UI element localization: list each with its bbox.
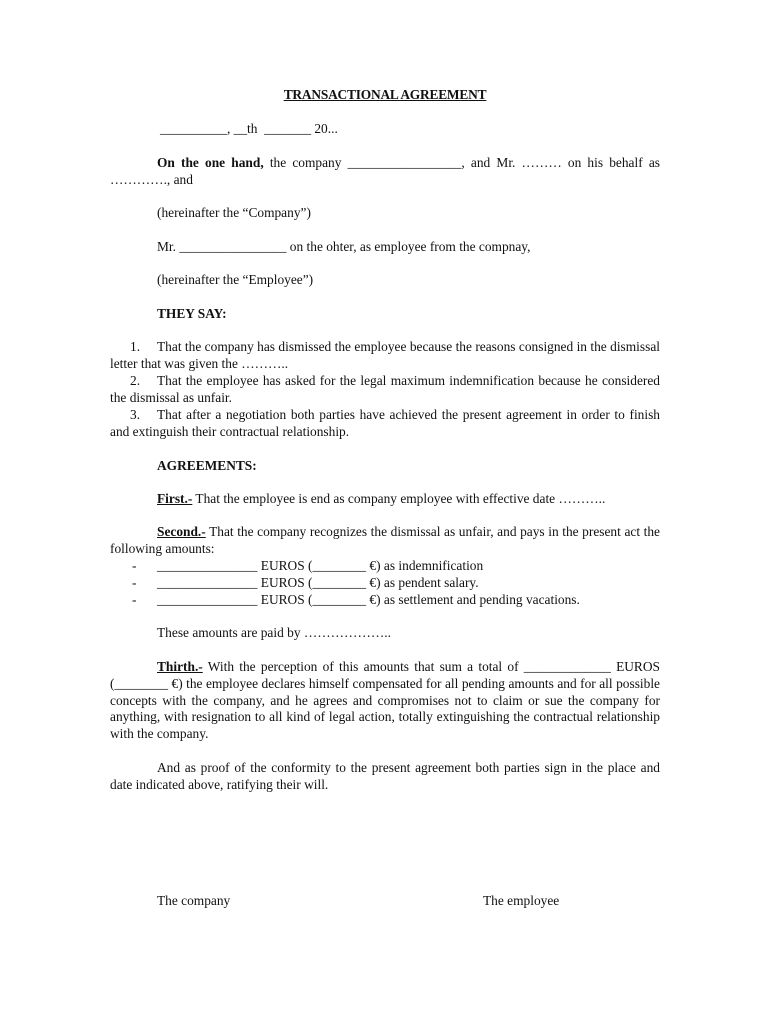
third-clause	[110, 659, 660, 743]
signature-company: The company	[157, 893, 231, 908]
signature-employee: The employee	[483, 893, 560, 908]
item-text: That the employee has asked for the legal maximum indemnification because he considered the dismissal as unfair.	[110, 373, 660, 405]
intro-text: the company _________________, and Mr. ……… on his behalf as …………., and	[110, 155, 660, 187]
second-text: That the company recognizes the dismissal as unfair, and pays in the present act the following amounts:	[110, 524, 660, 556]
they-say-item-3	[110, 407, 660, 441]
item-text: That the company has dismissed the employee because the reasons consigned in the dismissal letter that was given the ………..	[110, 339, 660, 371]
employee-line: Mr. ________________ on the ohter, as employee from the compnay,	[157, 239, 531, 254]
intro-lead: On the one hand,	[157, 155, 264, 170]
amount-text: _______________ EUROS (________ €) as indemnification	[157, 558, 484, 573]
intro-paragraph	[110, 155, 660, 189]
dash-bullet: -	[132, 558, 137, 573]
third-text: With the perception of this amounts that sum a total of _____________ EUROS (________ €) the employee declares himself compensated for all pending amounts and for all possible concepts with the company, and he agrees and compromises not to claim or sue the company for anything, with resignation to all kind of legal action, totally extinguishing the contractual relationship with the company.	[110, 659, 660, 742]
hereinafter-company: (hereinafter the “Company”)	[157, 205, 311, 220]
item-number: 2.	[130, 373, 141, 388]
dash-bullet: -	[132, 592, 137, 607]
dash-bullet: -	[132, 575, 137, 590]
first-label: First.-	[157, 491, 193, 506]
amount-text: _______________ EUROS (________ €) as settlement and pending vacations.	[157, 592, 580, 607]
amount-text: _______________ EUROS (________ €) as pendent salary.	[157, 575, 479, 590]
second-label: Second.-	[157, 524, 206, 539]
they-say-item-2	[110, 373, 660, 407]
they-say-heading: THEY SAY:	[157, 306, 227, 321]
they-say-item-1	[110, 339, 660, 373]
item-number: 3.	[130, 407, 141, 422]
item-text: That after a negotiation both parties have achieved the present agreement in order to finish and extinguish their contractual relationship.	[110, 407, 660, 439]
first-text: That the employee is end as company employee with effective date ………..	[192, 491, 606, 506]
agreements-heading: AGREEMENTS:	[157, 458, 257, 473]
paid-by-line: These amounts are paid by ………………..	[157, 625, 391, 640]
second-clause	[110, 524, 660, 558]
first-clause	[110, 491, 660, 508]
date-line: __________, __th _______ 20...	[160, 121, 338, 136]
item-number: 1.	[130, 339, 141, 354]
third-label: Thirth.-	[157, 659, 203, 674]
document-title: TRANSACTIONAL AGREEMENT	[283, 87, 487, 102]
hereinafter-employee: (hereinafter the “Employee”)	[157, 272, 314, 287]
closing-paragraph: And as proof of the conformity to the present agreement both parties sign in the place and date indicated above, ratifying their will.	[110, 760, 660, 792]
